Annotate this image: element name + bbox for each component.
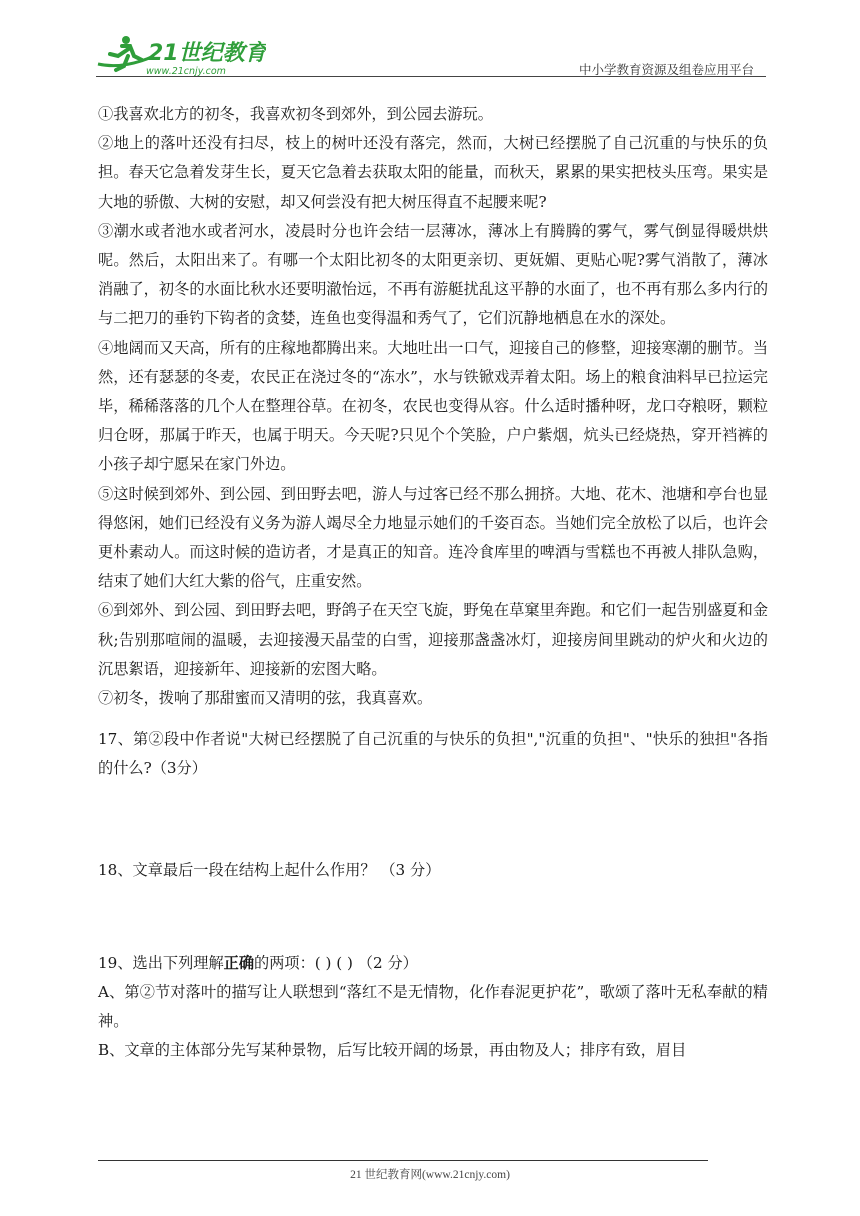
question-19-emphasis: 正确 [223, 953, 255, 972]
option-a: A、第②节对落叶的描写让人联想到“落红不是无情物，化作春泥更护花”，歌颂了落叶无私奉献的精神。 [98, 983, 768, 1031]
paragraph-5: ⑤这时候到郊外、到公园、到田野去吧，游人与过客已经不那么拥挤。大地、花木、池塘和亭台也显得悠闲，她们已经没有义务为游人竭尽全力地显示她们的千姿百态。当她们完全放松了以后，也许会更朴素动人。而这时候的造访者，才是真正的知音。连冷食库里的啤酒与雪糕也不再被人排队急购，结束了她们大红大紫的俗气，庄重安然。 [98, 484, 768, 591]
answer-space-17[interactable] [98, 784, 768, 844]
logo [96, 34, 266, 78]
document-body [98, 100, 768, 1066]
page-header [96, 30, 764, 80]
paragraph-4: ④地阔而又天高，所有的庄稼地都腾出来。大地吐出一口气，迎接自己的修整，迎接寒潮的删节。当然，还有瑟瑟的冬麦，农民正在浇过冬的“冻水”，水与铁锨戏弄着太阳。场上的粮食油料早已拉运完毕，稀稀落落的几个人在整理谷草。在初冬，农民也变得从容。什么适时播种呀，龙口夺粮呀，颗粒归仓呀，那属于昨天，也属于明天。今天呢?只见个个笑脸，户户紫烟，炕头已经烧热，穿开裆裤的小孩子却宁愿呆在家门外边。 [98, 338, 768, 474]
option-b: B、文章的主体部分先写某种景物，后写比较开阔的场景，再由物及人；排序有致，眉目 [98, 1041, 687, 1060]
paragraph-3: ③潮水或者池水或者河水，凌晨时分也许会结一层薄冰，薄冰上有腾腾的雾气，雾气倒显得暖烘烘呢。然后，太阳出来了。有哪一个太阳比初冬的太阳更亲切、更妩媚、更贴心呢?雾气消散了，薄冰消融了，初冬的水面比秋水还要明澈怡远，不再有游艇扰乱这平静的水面了，也不再有那么多内行的与二把刀的垂钓下钩者的贪婪，连鱼也变得温和秀气了，它们沉静地栖息在水的深处。 [98, 221, 768, 328]
footer-text: 21 世纪教育网(www.21cnjy.com) [350, 1169, 510, 1181]
svg-text:21世纪教育: 21世纪教育 [148, 41, 266, 66]
answer-space-18[interactable] [98, 885, 768, 937]
footer-divider [98, 1160, 708, 1161]
platform-title: 中小学教育资源及组卷应用平台 [578, 62, 754, 77]
paragraph-6: ⑥到郊外、到公园、到田野去吧，野鸽子在天空飞旋，野兔在草窠里奔跑。和它们一起告别盛夏和金秋;告别那喧闹的温暖，去迎接漫天晶莹的白雪，迎接那盏盏冰灯，迎接房间里跳动的炉火和火边的沉思絮语，迎接新年、迎接新的宏图大略。 [98, 601, 768, 678]
question-19-suffix: 的两项：( ) ( ) （2 分） [254, 953, 418, 972]
question-19-prefix: 19、选出下列理解 [98, 953, 224, 972]
svg-text:www.21cnjy.com: www.21cnjy.com [146, 66, 226, 77]
header-divider [96, 76, 766, 77]
question-17: 17、第②段中作者说"大树已经摆脱了自己沉重的与快乐的负担","沉重的负担"、"快乐的独担"各指的什么?（3分） [98, 730, 768, 778]
paragraph-1: ①我喜欢北方的初冬，我喜欢初冬到郊外，到公园去游玩。 [98, 105, 493, 123]
paragraph-7: ⑦初冬，拨响了那甜蜜而又清明的弦，我真喜欢。 [98, 689, 433, 708]
paragraph-2: ②地上的落叶还没有扫尽，枝上的树叶还没有落完，然而，大树已经摆脱了自己沉重的与快乐的负担。春天它急着发芽生长，夏天它急着去获取太阳的能量，而秋天，累累的果实把枝头压弯。果实是大地的骄傲、大树的安慰，却又何尝没有把大树压得直不起腰来呢? [98, 134, 768, 211]
question-18: 18、文章最后一段在结构上起什么作用？ （3 分） [98, 860, 441, 879]
question-19 [98, 949, 768, 978]
